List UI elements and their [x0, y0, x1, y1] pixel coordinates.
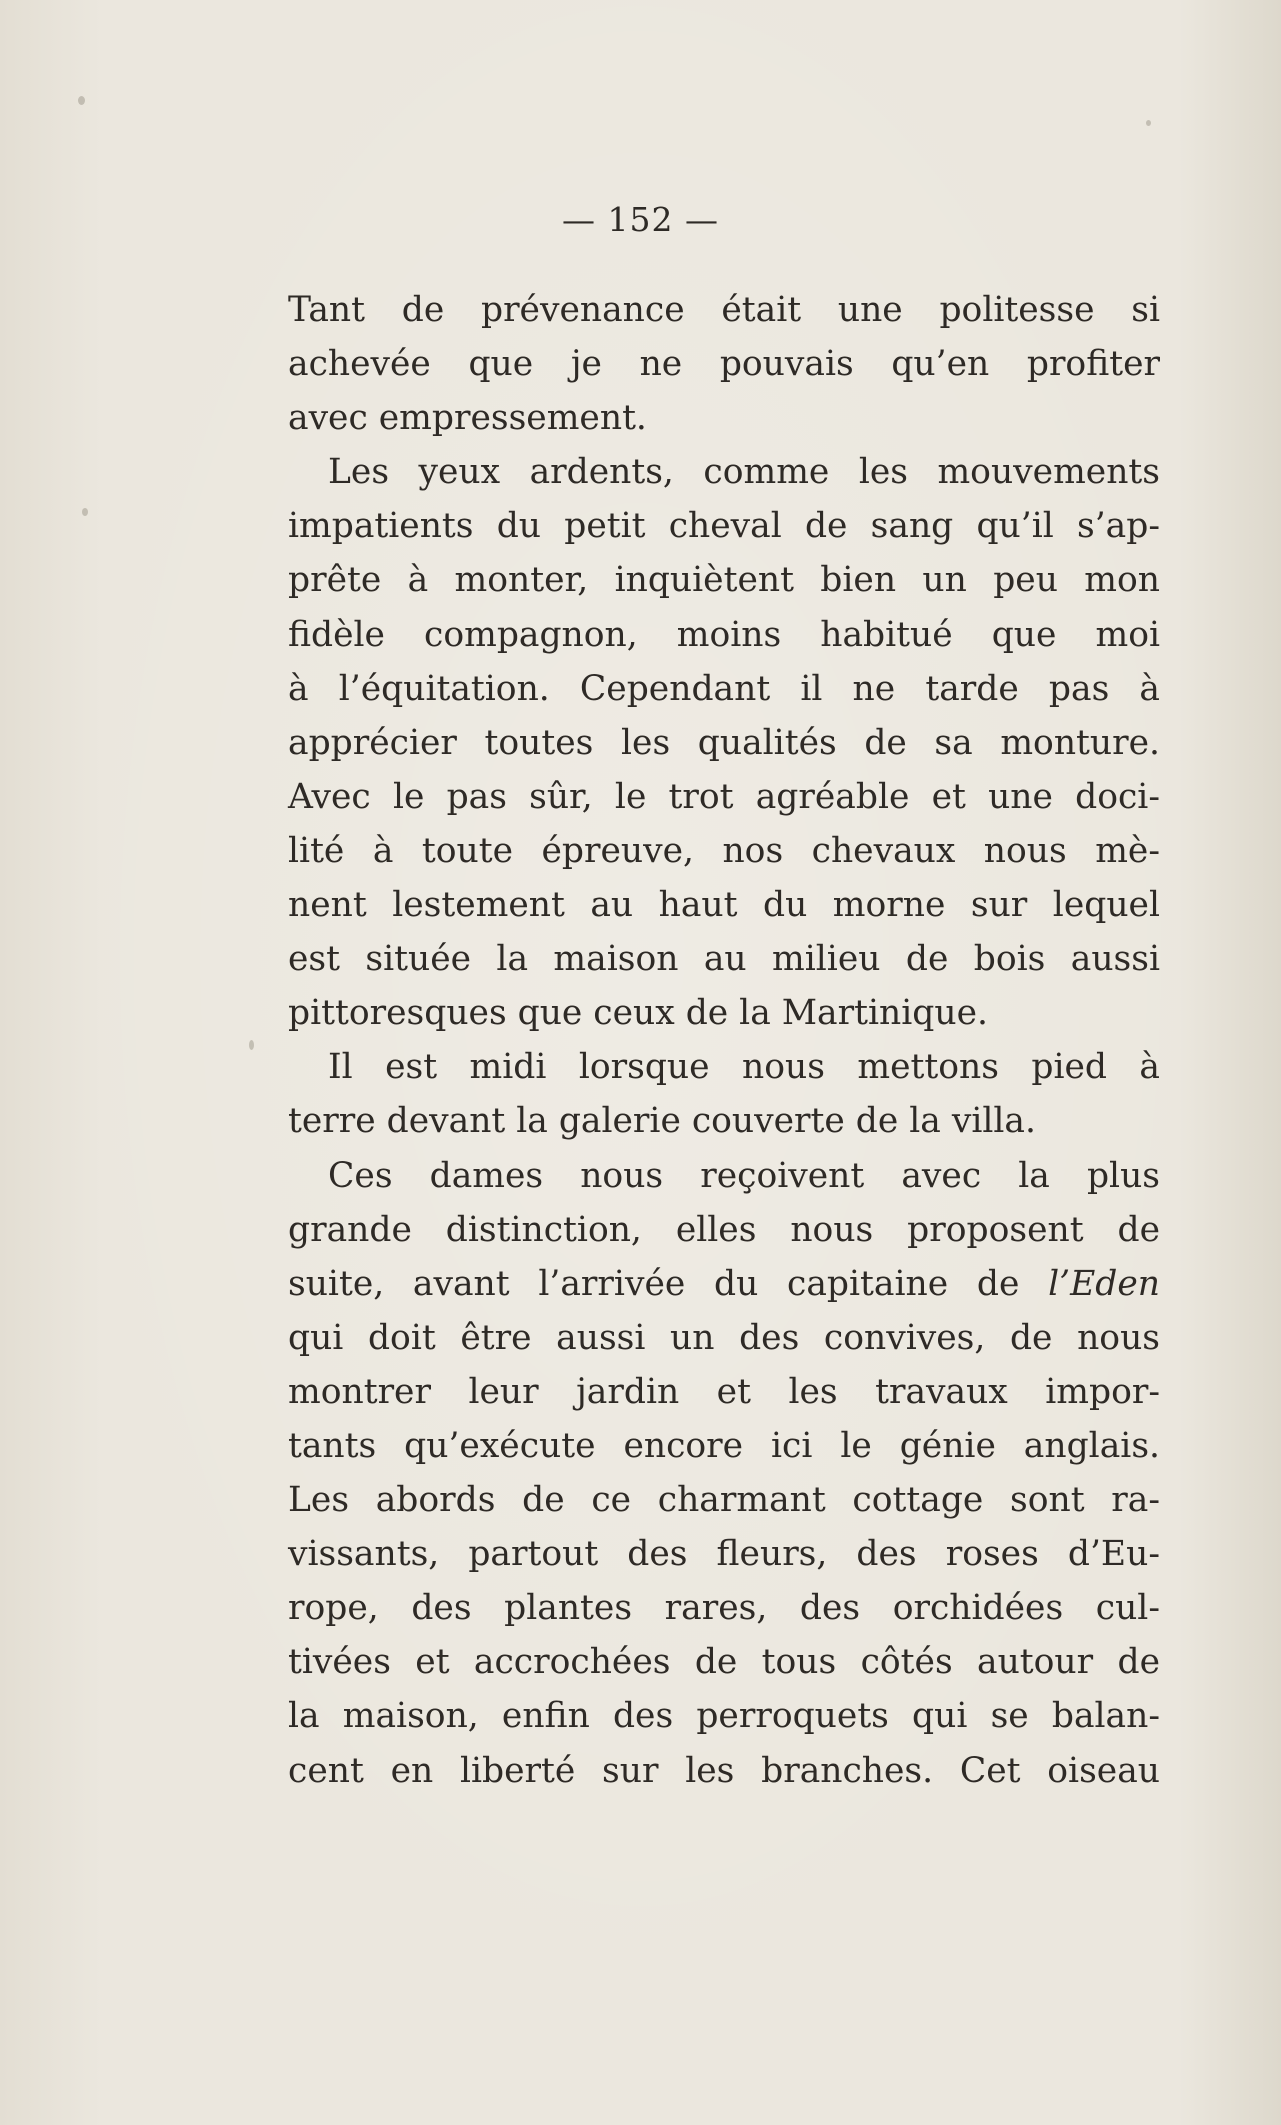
- foxing-spot: [249, 1040, 254, 1050]
- ship-name-italic: l’Eden: [1048, 1263, 1160, 1304]
- text-line: impatients du petit cheval de sang qu’il s’ap-: [288, 506, 1160, 547]
- text-line: la maison, enfin des perroquets qui se balan-: [288, 1696, 1160, 1737]
- text-line: rope, des plantes rares, des orchidées cul-: [288, 1588, 1160, 1629]
- text-line: achevée que je ne pouvais qu’en profiter: [288, 344, 1160, 385]
- text-run: suite, avant l’arrivée du capitaine de: [288, 1263, 1049, 1304]
- text-line: qui doit être aussi un des convives, de nous: [288, 1317, 1160, 1358]
- text-line: à l’équitation. Cependant il ne tarde pas à: [288, 668, 1160, 709]
- text-line: tivées et accrochées de tous côtés autour de: [288, 1642, 1160, 1683]
- text-line: cent en liberté sur les branches. Cet oiseau: [288, 1750, 1160, 1791]
- text-line: apprécier toutes les qualités de sa monture.: [288, 722, 1160, 763]
- text-line: tants qu’exécute encore ici le génie anglais.: [288, 1425, 1160, 1466]
- foxing-spot: [82, 508, 88, 516]
- text-line: montrer leur jardin et les travaux impor-: [288, 1371, 1160, 1412]
- foxing-spot: [78, 96, 85, 105]
- text-line: Les abords de ce charmant cottage sont ra-: [288, 1480, 1160, 1521]
- text-line: fidèle compagnon, moins habitué que moi: [288, 614, 1160, 655]
- text-line: pittoresques que ceux de la Martinique.: [288, 993, 988, 1034]
- text-line: lité à toute épreuve, nos chevaux nous mè-: [288, 830, 1160, 871]
- text-line: Les yeux ardents, comme les mouvements: [328, 452, 1160, 493]
- body-text: [288, 283, 1160, 1798]
- text-line: Ces dames nous reçoivent avec la plus: [328, 1155, 1160, 1196]
- text-line: Tant de prévenance était une politesse si: [288, 290, 1160, 330]
- text-line: grande distinction, elles nous proposent de: [288, 1209, 1160, 1250]
- text-line: Il est midi lorsque nous mettons pied à: [328, 1047, 1160, 1088]
- text-line: Avec le pas sûr, le trot agréable et une doci-: [288, 776, 1160, 817]
- text-line: avec empressement.: [288, 398, 647, 439]
- text-line: terre devant la galerie couverte de la villa.: [288, 1101, 1036, 1142]
- text-line: vissants, partout des fleurs, des roses d’Eu-: [288, 1534, 1160, 1575]
- text-line: [288, 1257, 1160, 1311]
- text-line: prête à monter, inquiètent bien un peu mon: [288, 560, 1160, 601]
- text-line: est située la maison au milieu de bois aussi: [288, 939, 1160, 980]
- text-line: nent lestement au haut du morne sur lequel: [288, 885, 1160, 926]
- page-number: — 152 —: [562, 200, 719, 239]
- foxing-spot: [1146, 120, 1151, 126]
